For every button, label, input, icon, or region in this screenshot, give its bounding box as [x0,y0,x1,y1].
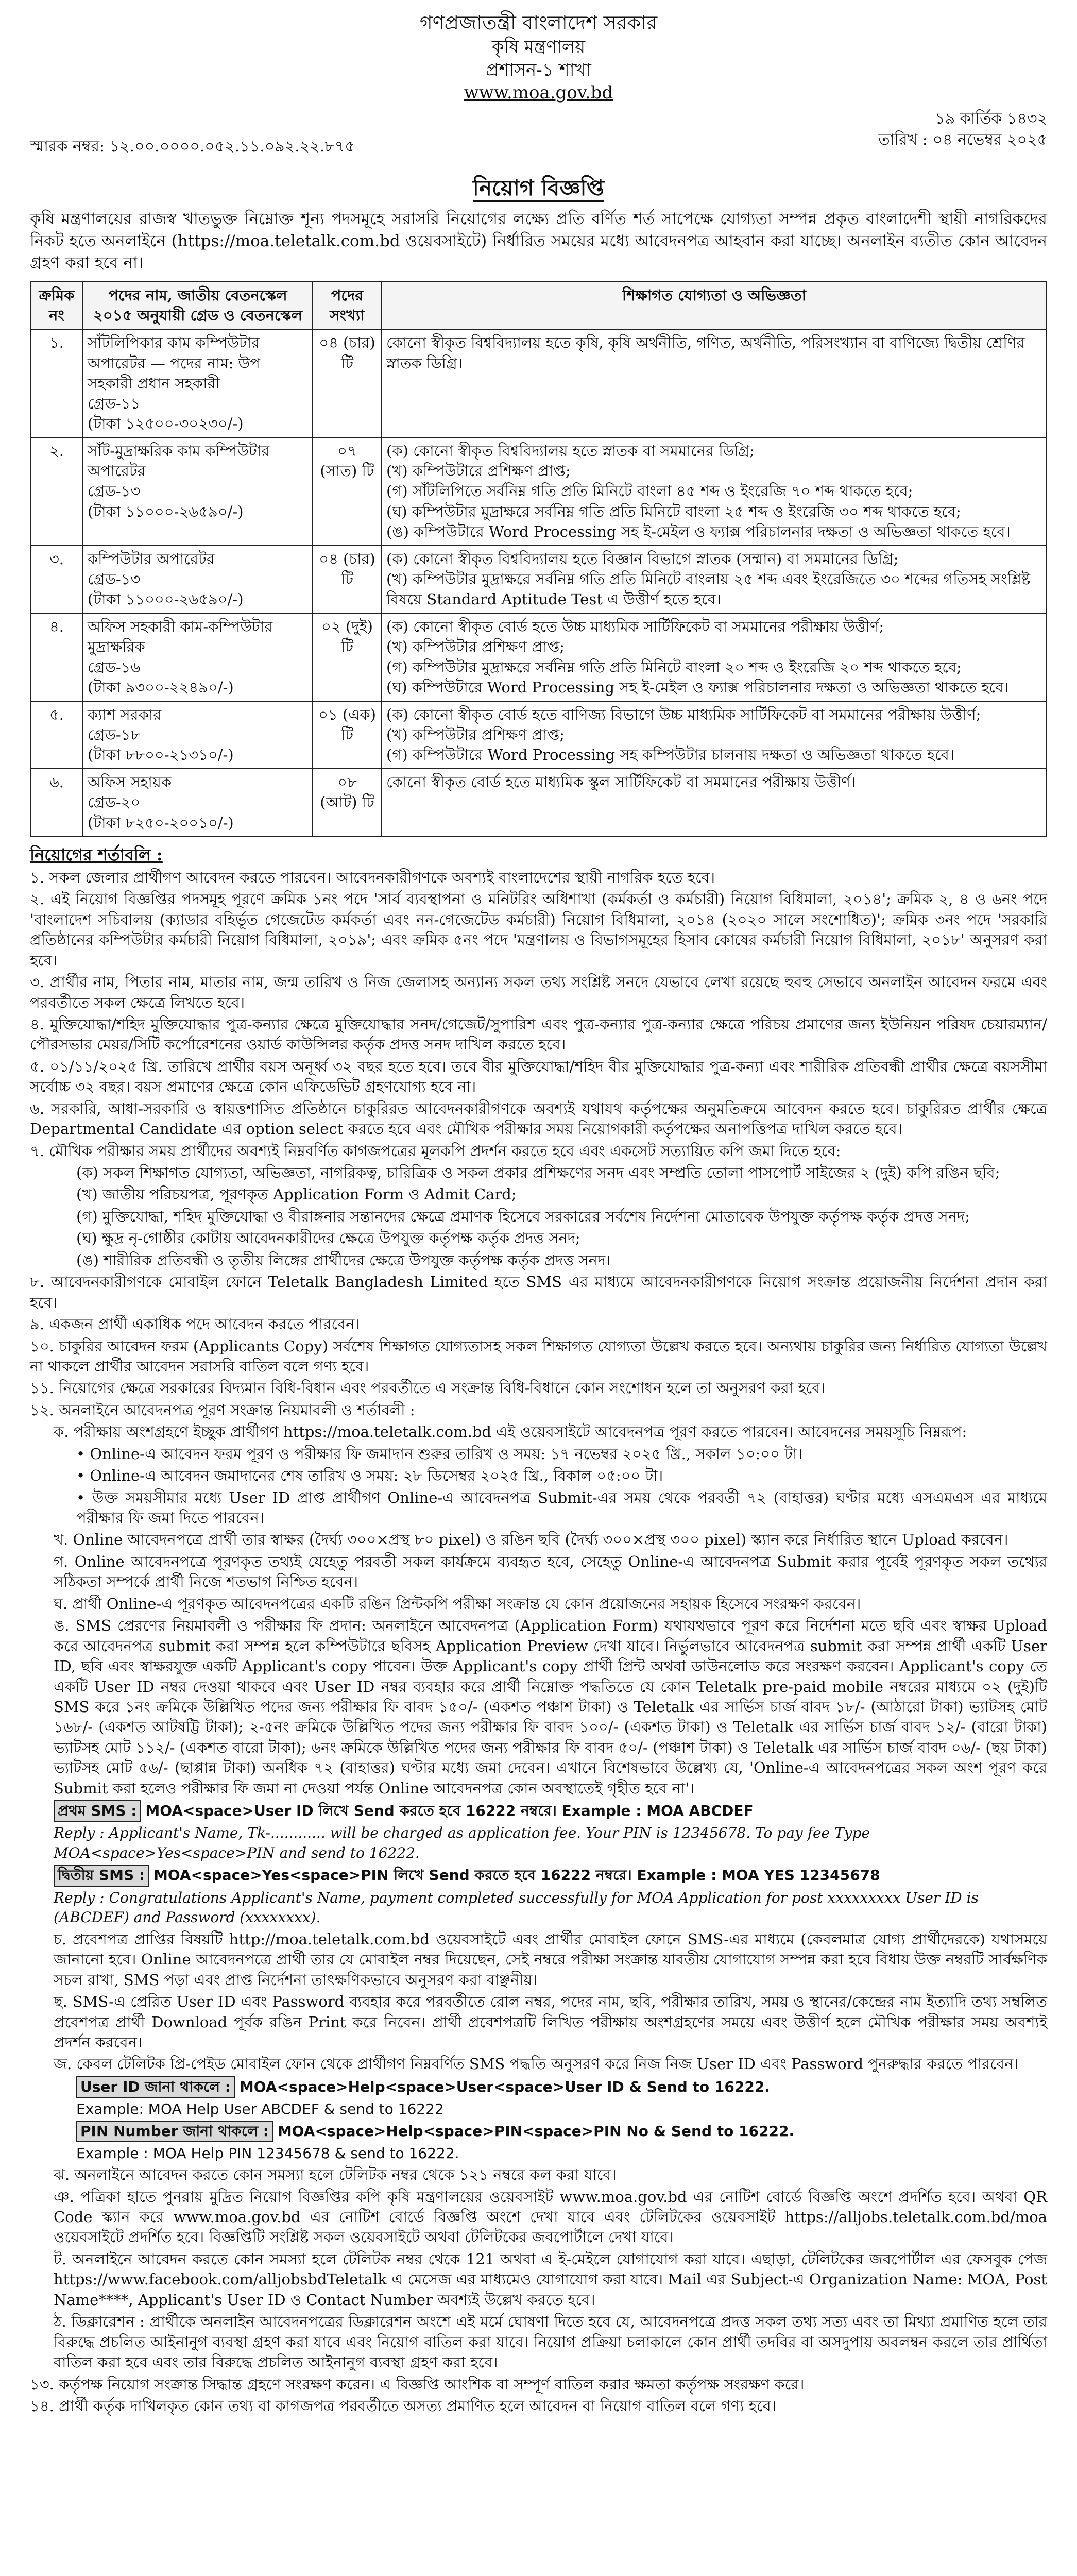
table-row [30,437,1047,546]
row-serial: ৩. [30,546,83,613]
qualification-line: (গ) কম্পিউটার মুদ্রাক্ষরে সর্বনিম্ন গতি প্রতি মিনিটে বাংলা ২০ শব্দ ও ইংরেজি ২০ শব্দ থাকতে হবে; [386,658,962,676]
qualification-line: (ঘ) কম্পিউটারে Word Processing সহ ই-মেইল ও ফ্যাক্স পরিচালনার দক্ষতা ও অভিজ্ঞতা থাকতে হবে। [386,678,1009,696]
online-rule-item: ঙ. SMS প্রেরণের নিয়মাবলী ও পরীক্ষার ফি প্রদান: অনলাইনে আবেদনপত্র (Application Form) যথাযথভাবে পূরণ করে নির্দেশনা মতে ছবি এবং স্বাক্ষর Upload করে আবেদনপত্র submit করা সম্পন্ন হলে কম্পিউটারে ছবিসহ Application Preview দেখা যাবে। নির্ভুলভাবে আবেদনপত্র submit করা সম্পন্ন প্রার্থী একটি User ID, ছবি এবং স্বাক্ষরযুক্ত একটি Applicant's copy পাবেন। উক্ত Applicant's copy প্রার্থী প্রিন্ট অথবা ডাউনলোড করে সংরক্ষণ করবেন। Applicant's copy তে একটি User ID নম্বর দেওয়া থাকবে এবং User ID নম্বর ব্যবহার করে প্রার্থী নিম্নোক্ত পদ্ধতিতে যে কোন Teletalk pre-paid mobile নম্বরের মাধ্যমে ০২ (দুই)টি SMS করে ১নং ক্রমিকে উল্লিখিত পদের জন্য পরীক্ষার ফি বাবদ ১৫০/- (একশত পঞ্চাশ টাকা) ও Teletalk এর সার্ভিস চার্জ বাবদ ১৮/- (আঠারো টাকা) ভ্যাটসহ মোট ১৬৮/- (একশত আটষট্টি টাকা); ২-৫নং ক্রমিকে উল্লিখিত পদের জন্য পরীক্ষার ফি বাবদ ১০০/- (একশত টাকা) ও Teletalk এর সার্ভিস চার্জ বাবদ ১২/- (বারো টাকা) ভ্যাটসহ মোট ১১২/- (একশত বারো টাকা); ৬নং ক্রমিকে উল্লিখিত পদের জন্য পরীক্ষার ফি বাবদ ৫০/- (পঞ্চাশ টাকা) ও Teletalk এর সার্ভিস চার্জ বাবদ ০৬/- (ছয় টাকা) ভ্যাটসহ মোট ৫৬/- (ছাপ্পান্ন টাকা) অনধিক ৭২ (বাহাত্তর) ঘণ্টার মধ্যে জমা দেবেন। এখানে বিশেষভাবে উল্লেখ্য যে, 'Online-এ আবেদনপত্রের সকল অংশ পূরণ করে Submit করা হলেও পরীক্ষার ফি জমা না দেওয়া পর্যন্ত Online আবেদনপত্র কোন অবস্থাতেই গৃহীত হবে না'। [54,1617,1047,1797]
date-english: ০৪ নভেম্বর ২০২৫ [932,131,1047,149]
condition-item: (ঙ) শারীরিক প্রতিবন্ধী ও তৃতীয় লিঙ্গের প্রার্থীদের ক্ষেত্রে উপযুক্ত কর্তৃপক্ষ কর্তৃক প্রদত্ত সনদ। [76,1251,611,1269]
sms-first-text: MOA<space>User ID লিখে Send করতে হবে 16222 নম্বরে। Example : MOA ABCDEF [145,1802,754,1820]
sms-block [30,1800,1047,1928]
qualification-line: (ক) কোনো স্বীকৃত বোর্ড হতে বাণিজ্য বিভাগে উচ্চ মাধ্যমিক সার্টিফিকেট বা সমমানের পরীক্ষায় উত্তীর্ণ; [386,705,981,723]
sms-second-reply: Reply : Congratulations Applicant's Name, payment completed successfully for MOA Application for post xxxxxxxxx User ID is (ABCDEF) and Password (xxxxxxxx). [54,1889,979,1926]
row-count: ০১ (এক) টি [313,701,382,769]
sms-first-reply: Reply : Applicant's Name, Tk-............ will be charged as application fee. Your PIN is 12345678. To pay fee Type MOA<space>Yes<space>PIN and send to 16222. [54,1824,870,1861]
condition-item: ৬. সরকারি, আধা-সরকারি ও স্বায়ত্তশাসিত প্রতিষ্ঠানে চাকুরিরত আবেদনকারীগণকে অবশ্যই যথাযথ কর্তৃপক্ষের অনুমতিক্রমে আবেদন করতে হবে। চাকুরিরত প্রার্থীর ক্ষেত্রে Departmental Candidate এর option select করতে হবে এবং মৌখিক পরীক্ষার সময় নিয়োগকারী কর্তৃপক্ষের অনাপত্তিপত্র দাখিল করতে হবে। [30,1099,1047,1138]
header-serial: ক্রমিক নং [30,282,83,329]
qualification-line: (খ) কম্পিউটার প্রশিক্ষণ প্রাপ্ত; [386,726,565,744]
table-row [30,769,1047,836]
qualification-line: কোনো স্বীকৃত বোর্ড হতে মাধ্যমিক স্কুল সার্টিফিকেট বা সমমানের পরীক্ষায় উত্তীর্ণ। [386,773,856,791]
post-grade: গ্রেড-১১ [88,394,141,412]
condition-item: (গ) মুক্তিযোদ্ধা, শহিদ মুক্তিযোদ্ধা ও বীরাঙ্গনার সন্তানদের ক্ষেত্রে প্রমাণক হিসেবে সরকারের সর্বশেষ নির্দেশনা মোতাবেক উপযুক্ত কর্তৃপক্ষ কর্তৃক প্রদত্ত সনদ; [76,1207,970,1225]
row-serial: ২. [30,437,83,546]
online-rule-item: ক. পরীক্ষায় অংশগ্রহণে ইচ্ছুক প্রার্থীগণ https://moa.teletalk.com.bd এই ওয়েবসাইটে আবেদনপত্র পূরণ করতে পারবেন। আবেদনের সময়সূচি নিম্নরূপ: [54,1423,967,1441]
post-scale: (টাকা ৯৩০০-২২৪৯০/-) [88,678,234,696]
sms-second-label: দ্বিতীয় SMS : [54,1865,149,1886]
row-qualification [382,546,1047,613]
branch-name: প্রশাসন-১ শাখা [486,59,591,80]
qualification-line: (গ) সাঁটলিপিতে সর্বনিম্ন গতি প্রতি মিনিটে বাংলা ৪৫ শব্দ ও ইংরেজি ৭০ শব্দ থাকতে হবে; [386,482,913,500]
qualification-line: (ক) কোনো স্বীকৃত বিশ্ববিদ্যালয় হতে বিজ্ঞান বিভাগে স্নাতক (সম্মান) বা সমমানের ডিগ্রি; [386,550,899,568]
sms-second-text: MOA<space>Yes<space>PIN লিখে Send করতে হবে 16222 নম্বরে। Example : MOA YES 12345678 [153,1867,880,1884]
qualification-line: (খ) কম্পিউটারে প্রশিক্ষণ প্রাপ্ত; [386,462,571,480]
post-grade: গ্রেড-১৩ [88,482,141,500]
row-post [83,613,313,701]
row-count: ০৮ (আট) টি [313,769,382,836]
online-rule-item: • Online-এ আবেদন জমাদানের শেষ তারিখ ও সময়: ২৮ ডিসেম্বর ২০২৫ খ্রি., বিকাল ০৫:০০ টা। [76,1467,663,1485]
qualification-line: (ক) কোনো স্বীকৃত বিশ্ববিদ্যালয় হতে স্নাতক বা সমমানের ডিগ্রি; [386,442,755,460]
recovery-uid-label: User ID জানা থাকলে : [76,2076,235,2098]
tail-item: ঞ. পত্রিকা হাতে পুনরায় মুদ্রিত নিয়োগ বিজ্ঞপ্তির কপি কৃষি মন্ত্রণালয়ের ওয়েবসাইট www.moa.gov.bd এর নোটিশ বোর্ডে বিজ্ঞপ্তি অংশে প্রদর্শিত হবে। অথবা QR Code স্ক্যান করে www.moa.gov.bd এর নোটিশ বোর্ডে বিজ্ঞপ্তি অংশে দেখা যাবে এবং টেলিটকের ওয়েবসাইট https://alljobs.teletalk.com.bd/moa ওয়েবসাইটে প্রদর্শিত হবে। বিজ্ঞপ্তিটি সংশ্লিষ্ট সকল ওয়েবসাইটে অথবা টেলিটকের জবপোর্টালে দেখা যাবে। [54,2188,1047,2246]
row-serial: ১. [30,329,83,437]
tail-item: ঝ. অনলাইনে আবেদন করতে কোন সমস্যা হলে টেলিটক নম্বর থেকে ১২১ নম্বরে কল করা যাবে। [54,2166,617,2184]
post-scale: (টাকা ৮৮০০-২১৩১০/-) [88,746,234,764]
post-post: সাঁট-মুদ্রাক্ষরিক কাম কম্পিউটার অপারেটর [88,442,270,480]
qualification-line: (ঘ) কম্পিউটার মুদ্রাক্ষরে সর্বনিম্ন গতি প্রতি মিনিটে বাংলা ২৫ শব্দ ও ইংরেজি ৩০ শব্দ থাকতে হবে; [386,502,961,520]
tail-item: ঠ. ডিক্লারেশন : প্রার্থীকে অনলাইন আবেদনপত্রের ডিক্লারেশন অংশে এই মর্মে ঘোষণা দিতে হবে যে, আবেদনপত্রে প্রদত্ত সকল তথ্য সত্য এবং তা মিথ্যা প্রমাণিত হলে তার বিরুদ্ধে প্রচলিত আইনানুগ ব্যবস্থা গ্রহণ করা যাবে এবং নিয়োগ বাতিল করা যাবে। নিয়োগ প্রক্রিয়া চলাকালে কোন প্রার্থী তদবির বা অসদুপায় অবলম্বন করলে তার প্রার্থিতা বাতিল করা হবে এবং তার বিরুদ্ধে প্রচলিত আইনানুগ ব্যবস্থা গ্রহণ করা হবে। [54,2313,1047,2371]
post-scale: (টাকা ১১০০০-২৬৫৯০/-) [88,590,244,608]
condition-item: ৭. মৌখিক পরীক্ষার সময় প্রার্থীদের অবশ্যই নিম্নবর্ণিত কাগজপত্রের মূলকপি প্রদর্শন করতে হবে এবং একসেট সত্যায়িত কপি জমা দিতে হবে: [30,1142,841,1160]
tail-item: ১৪. প্রার্থী কর্তৃক দাখিলকৃত কোন তথ্য বা কাগজপত্র পরবর্তীতে অসত্য প্রমাণিত হলে আবেদন বা নিয়োগ বাতিল বলে গণ্য হবে। [30,2397,777,2415]
notice-title: নিয়োগ বিজ্ঞপ্তি [30,173,1047,203]
government-title: গণপ্রজাতন্ত্রী বাংলাদেশ সরকার [419,11,658,34]
post-post: ক্যাশ সরকার [88,705,162,723]
post-scale: (টাকা ১২৫০০-৩০২৩০/-) [88,415,244,433]
tail-item: ১৩. কর্তৃপক্ষ নিয়োগ সংক্রান্ত সিদ্ধান্ত গ্রহণে সংরক্ষণ করেন। এ বিজ্ঞপ্তি আংশিক বা সম্পূর্ণ বাতিল করার ক্ষমতা কর্তৃপক্ষ সংরক্ষণ করে। [30,2375,805,2393]
after-sms-list [30,1929,1047,2075]
row-qualification [382,701,1047,769]
condition-item: ৯. একজন প্রার্থী একাধিক পদে আবেদন করতে পারবেন। [30,1315,360,1333]
recovery-pin-text: MOA<space>Help<space>PIN<space>PIN No & Send to 16222. [277,2123,795,2140]
qualification-line: (খ) কম্পিউটার মুদ্রাক্ষরে সর্বনিম্ন গতি প্রতি মিনিটে বাংলায় ২৫ শব্দ এবং ইংরেজিতে ৩০ শব্দের গতিসহ সংশ্লিষ্ট বিষয়ে Standard Aptitude Test এ উত্তীর্ণ হতে হবে। [386,570,1031,608]
qualification-line: (গ) কম্পিউটারে Word Processing সহ কম্পিউটার চালনায় দক্ষতা ও অভিজ্ঞতা থাকতে হবে। [386,746,955,764]
online-rule-item: খ. Online আবেদনপত্রে প্রার্থী তার স্বাক্ষর (দৈর্ঘ্য ৩০০×প্রস্থ ৮০ pixel) ও রঙিন ছবি (দৈর্ঘ্য ৩০০×প্রস্থ ৩০০ pixel) স্ক্যান করে নির্ধারিত স্থানে Upload করবেন। [54,1531,1008,1549]
post-grade: গ্রেড-১৩ [88,570,141,588]
row-post [83,769,313,836]
row-post [83,701,313,769]
after-sms-item: জ. কেবল টেলিটক প্রি-পেইড মোবাইল ফোন থেকে প্রার্থীগণ নিম্নবর্ণিত SMS পদ্ধতি অনুসরণ করে নিজ নিজ User ID এবং Password পুনরুদ্ধার করতে পারবেন। [54,2055,1019,2073]
condition-item: ৫. ০১/১১/২০২৫ খ্রি. তারিখে প্রার্থীর বয়স অনূর্ধ্ব ৩২ বছর হতে হবে। তবে বীর মুক্তিযোদ্ধা/শহিদ বীর মুক্তিযোদ্ধার পুত্র-কন্যা এবং শারীরিক প্রতিবন্ধী প্রার্থীর ক্ষেত্রে বয়সসীমা সর্বোচ্চ ৩২ বছর। বয়স প্রমাণের ক্ষেত্রে কোন এফিডেভিট গ্রহণযোগ্য হবে না। [30,1057,1047,1096]
online-rule-item: ঘ. প্রার্থী Online-এ পূরণকৃত আবেদনপত্রের একটি রঙিন প্রিন্টকপি পরীক্ষা সংক্রান্ত যে কোন প্রয়োজনের সহায়ক হিসেবে সংরক্ষণ করবেন। [54,1595,861,1613]
online-rules-list [30,1422,1047,1799]
condition-item: (ক) সকল শিক্ষাগত যোগ্যতা, অভিজ্ঞতা, নাগরিকত্ব, চারিত্রিক ও সকল প্রকার প্রশিক্ষণের সনদ এবং সম্প্রতি তোলা পাসপোর্ট সাইজের ২ (দুই) কপি রঙিন ছবি; [76,1164,1000,1181]
qualification-line: (ক) কোনো স্বীকৃত বোর্ড হতে উচ্চ মাধ্যমিক সার্টিফিকেট বা সমমানের পরীক্ষায় উত্তীর্ণ; [386,618,884,636]
online-rule-item: • Online-এ আবেদন ফরম পূরণ ও পরীক্ষার ফি জমাদান শুরুর তারিখ ও সময়: ১৭ নভেম্বর ২০২৫ খ্রি., সকাল ১০:০০ টা। [76,1445,802,1463]
tail-item: ট. অনলাইনে আবেদন করতে কোন সমস্যা হলে টেলিটক নম্বর থেকে 121 অথবা এ ই-মেইলে যোগাযোগ করা যাবে। এছাড়া, টেলিটকের জবপোর্টাল এর ফেসবুক পেজ https://www.facebook.com/alljobsbdTeletalk এ মেসেজ এর মাধ্যমেও যোগাযোগ করা যাবে। Mail এর Subject-এ Organization Name: MOA, Post Name****, Applicant's User ID ও Contact Number অবশ্যই উল্লেখ করতে হবে। [54,2250,1047,2309]
condition-item: ৩. প্রার্থীর নাম, পিতার নাম, মাতার নাম, জন্ম তারিখ ও নিজ জেলাসহ অন্যান্য সকল তথ্য সংশ্লিষ্ট সনদে যেভাবে লেখা রয়েছে হুবহু সেভাবে অনলাইন আবেদন ফরমে এবং পরবর্তীতে সকল ক্ষেত্রে লিখতে হবে। [30,973,1047,1011]
row-count: ০৪ (চার) টি [313,546,382,613]
ministry-website-link[interactable]: www.moa.gov.bd [464,82,613,103]
conditions-heading: নিয়োগের শর্তাবলি : [30,844,163,865]
row-count: ০৪ (চার) টি [313,329,382,437]
row-qualification [382,437,1047,546]
memo-number: স্মারক নম্বর: ১২.০০.০০০০.০৫২.১১.০৯২.২২.৮৭৫ [30,137,355,156]
post-post: সাঁটলিপিকার কাম কম্পিউটার অপারেটর — পদের নাম: উপ সহকারী প্রধান সহকারী [88,334,260,392]
sms-first-label: প্রথম SMS : [54,1800,141,1822]
date-bangla: ১৯ কার্তিক ১৪৩২ [935,109,1047,128]
row-qualification [382,769,1047,836]
posts-table [30,281,1047,837]
after-sms-item: চ. প্রবেশপত্র প্রাপ্তির বিষয়টি http://moa.teletalk.com.bd ওয়েবসাইটে এবং প্রার্থীর মোবাইল ফোনে SMS-এর মাধ্যমে (কেবলমাত্র যোগ্য প্রার্থীদেরকে) যথাসময়ে জানানো হবে। Online আবেদনপত্রে প্রার্থী তার যে মোবাইল নম্বর দিয়েছেন, সেই নম্বরে পরীক্ষা সংক্রান্ত যাবতীয় যোগাযোগ সম্পন্ন করা হবে বিধায় উক্ত নম্বরটি সার্বক্ষণিক সচল রাখা, SMS পড়া এবং প্রাপ্ত নির্দেশনা তাৎক্ষণিকভাবে অনুসরণ করা বাঞ্ছনীয়। [54,1930,1047,1989]
post-scale: (টাকা ৮২৫০-২০০১০/-) [88,814,234,832]
ministry-name: কৃষি মন্ত্রণালয় [491,37,586,58]
table-row [30,329,1047,437]
header [30,10,1047,104]
row-serial: ৫. [30,701,83,769]
online-rule-item: গ. Online আবেদনপত্রে পূরণকৃত তথ্যই যেহেতু পরবর্তী সকল কার্যক্রমে ব্যবহৃত হবে, সেহেতু Online-এ আবেদনপত্র Submit করার পূর্বেই পূরণকৃত সকল তথ্যের সঠিকতা সম্পর্কে প্রার্থী নিজে শতভাগ নিশ্চিত হবেন। [54,1552,1047,1591]
table-row [30,701,1047,769]
condition-item: ১০. চাকুরির আবেদন ফরম (Applicants Copy) সর্বশেষ শিক্ষাগত যোগ্যতাসহ সকল শিক্ষাগত যোগ্যতা উল্লেখ করতে হবে। অন্যথায় চাকুরির জন্য নির্ধারিত যোগ্যতা উল্লেখ না থাকলে প্রার্থীর আবেদন সরাসরি বাতিল বলে গণ্য হবে। [30,1337,1047,1375]
row-post [83,437,313,546]
recovery-block [30,2076,1047,2163]
post-grade: গ্রেড-১৬ [88,658,141,676]
recovery-pin-label: PIN Number জানা থাকলে : [76,2121,273,2142]
post-post: অফিস সহকারী কাম-কম্পিউটার মুদ্রাক্ষরিক [88,618,273,656]
condition-item: ১২. অনলাইনে আবেদনপত্র পূরণ সংক্রান্ত নিয়মাবলী ও শর্তাবলী : [30,1401,415,1419]
recovery-pin-example: Example : MOA Help PIN 12345678 & send to 16222. [76,2145,459,2162]
tail-list [30,2165,1047,2416]
condition-item: ১. সকল জেলার প্রার্থীগণ আবেদন করতে পারবেন। আবেদনকারীগণকে অবশ্যই বাংলাদেশের স্থায়ী নাগরিক হতে হবে। [30,868,715,886]
condition-item: ১১. নিয়োগের ক্ষেত্রে সরকারের বিদ্যমান বিধি-বিধান এবং পরবর্তীতে এ সংক্রান্ত বিধি-বিধানে কোন সংশোধন হলে তা অনুসরণ করা হবে। [30,1379,826,1397]
row-serial: ৬. [30,769,83,836]
row-count: ০২ (দুই) টি [313,613,382,701]
qualification-line: (ঙ) কম্পিউটারে Word Processing সহ ই-মেইল ও ফ্যাক্স পরিচালনার দক্ষতা ও অভিজ্ঞতা থাকতে হবে। [386,522,1011,540]
row-qualification [382,613,1047,701]
recovery-uid-example: Example: MOA Help User ABCDEF & send to 16222 [76,2100,444,2117]
header-qualification: শিক্ষাগত যোগ্যতা ও অভিজ্ঞতা [382,282,1047,329]
post-scale: (টাকা ১১০০০-২৬৫৯০/-) [88,502,244,520]
posts-table-body [30,329,1047,836]
header-count: পদের সংখ্যা [313,282,382,329]
conditions-list [30,868,1047,1420]
post-grade: গ্রেড-১৮ [88,726,141,744]
after-sms-item: ছ. SMS-এ প্রেরিত User ID এবং Password ব্যবহার করে পরবর্তীতে রোল নম্বর, পদের নাম, ছবি, পরীক্ষার তারিখ, সময় ও স্থানের/কেন্দ্রের নাম ইত্যাদি তথ্য সম্বলিত প্রবেশপত্র প্রার্থী Download পূর্বক রঙিন Print করে নিবেন। প্রার্থী প্রবেশপত্রটি লিখিত পরীক্ষায় অংশগ্রহণের সময়ে এবং উত্তীর্ণ হলে মৌখিক পরীক্ষার সময় অবশ্যই প্রদর্শন করবেন। [54,1993,1047,2051]
condition-item: ৪. মুক্তিযোদ্ধা/শহিদ মুক্তিযোদ্ধার পুত্র-কন্যার ক্ষেত্রে মুক্তিযোদ্ধার সনদ/গেজেট/সুপারিশ এবং পুত্র-কন্যার পুত্র-কন্যার ক্ষেত্রে পরিচয় প্রমাণের জন্য ইউনিয়ন পরিষদ চেয়ারম্যান/পৌরসভার মেয়র/সিটি কর্পোরেশনের ওয়ার্ড কাউন্সিলর কর্তৃক প্রদত্ত সনদ দাখিল করতে হবে। [30,1015,1047,1054]
table-header-row [30,282,1047,329]
post-grade: গ্রেড-২০ [88,793,141,811]
row-serial: ৪. [30,613,83,701]
online-rule-item: • উক্ত সময়সীমার মধ্যে User ID প্রাপ্ত প্রার্থীগণ Online-এ আবেদনপত্র Submit-এর সময় থেকে পরবর্তী ৭২ (বাহাত্তর) ঘণ্টার মধ্যে এসএমএস এর মাধ্যমে পরীক্ষার ফি জমা দিতে পারবেন। [76,1488,1047,1527]
qualification-line: কোনো স্বীকৃত বিশ্ববিদ্যালয় হতে কৃষি, কৃষি অর্থনীতি, গণিত, অর্থনীতি, পরিসংখ্যান বা বাণিজ্যে দ্বিতীয় শ্রেণির স্নাতক ডিগ্রি। [386,334,1025,372]
condition-item: ২. এই নিয়োগ বিজ্ঞপ্তির পদসমূহ পূরণে ক্রমিক ১নং পদে 'সার্ব ব্যবস্থাপনা ও মনিটরিং অধিশাখা (কর্মকর্তা ও কর্মচারী) নিয়োগ বিধিমালা, ২০১৪'; ক্রমিক ২, ৪ ও ৬নং পদে 'বাংলাদেশ সচিবালয় (ক্যাডার বহির্ভূত গেজেটেড কর্মকর্তা এবং নন-গেজেটেড কর্মচারী) নিয়োগ বিধিমালা, ২০১৪ (২০২০ সালে সংশোধিত)'; ক্রমিক ৩নং পদে 'সরকারি প্রতিষ্ঠানের কম্পিউটার কর্মচারী নিয়োগ বিধিমালা, ২০১৯'; এবং ক্রমিক ৫নং পদে 'মন্ত্রণালয় ও বিভাগসমূহের হিসাব কোষের কর্মচারী নিয়োগ বিধিমালা, ২০১৮' অনুসরণ করা হবে। [30,890,1047,969]
condition-item: (ঘ) ক্ষুদ্র নৃ-গোষ্ঠীর কোটায় আবেদনকারীদের ক্ষেত্রে উপযুক্ত কর্তৃপক্ষ কর্তৃক প্রদত্ত সনদ; [76,1229,580,1247]
date-label: তারিখ : [878,131,928,149]
header-post: পদের নাম, জাতীয় বেতনস্কেল ২০১৫ অনুযায়ী গ্রেড ও বেতনস্কেল [83,282,313,329]
condition-item: (খ) জাতীয় পরিচয়পত্র, পূরণকৃত Application Form ও Admit Card; [76,1185,517,1204]
recovery-uid-text: MOA<space>Help<space>User<space>User ID & Send to 16222. [239,2078,770,2095]
row-qualification [382,329,1047,437]
intro-paragraph: কৃষি মন্ত্রণালয়ের রাজস্ব খাতভুক্ত নিম্নোক্ত শূন্য পদসমূহে সরাসরি নিয়োগের লক্ষ্যে প্রতি বর্ণিত শর্ত সাপেক্ষে যোগ্যতা সম্পন্ন প্রকৃত বাংলাদেশী স্থায়ী নাগরিকদের নিকট হতে অনলাইনে (https://moa.teletalk.com.bd ওয়েবসাইটে) নির্ধারিত সময়ের মধ্যে আবেদনপত্র আহবান করা যাচ্ছে। অনলাইন ব্যতীত কোন আবেদন গ্রহণ করা হবে না। [30,209,1047,273]
post-post: কম্পিউটার অপারেটর [88,550,215,568]
row-post [83,546,313,613]
table-row [30,613,1047,701]
row-post [83,329,313,437]
condition-item: ৮. আবেদনকারীগণকে মোবাইল ফোনে Teletalk Bangladesh Limited হতে SMS এর মাধ্যমে আবেদনকারীগণকে নিয়োগ সংক্রান্ত প্রয়োজনীয় নির্দেশনা প্রদান করা হবে। [30,1273,1047,1311]
post-post: অফিস সহায়ক [88,773,172,791]
qualification-line: (খ) কম্পিউটার প্রশিক্ষণ প্রাপ্ত; [386,638,565,656]
table-row [30,546,1047,613]
reference-row [30,108,1047,169]
date-block [878,108,1047,151]
row-count: ০৭ (সাত) টি [313,437,382,546]
